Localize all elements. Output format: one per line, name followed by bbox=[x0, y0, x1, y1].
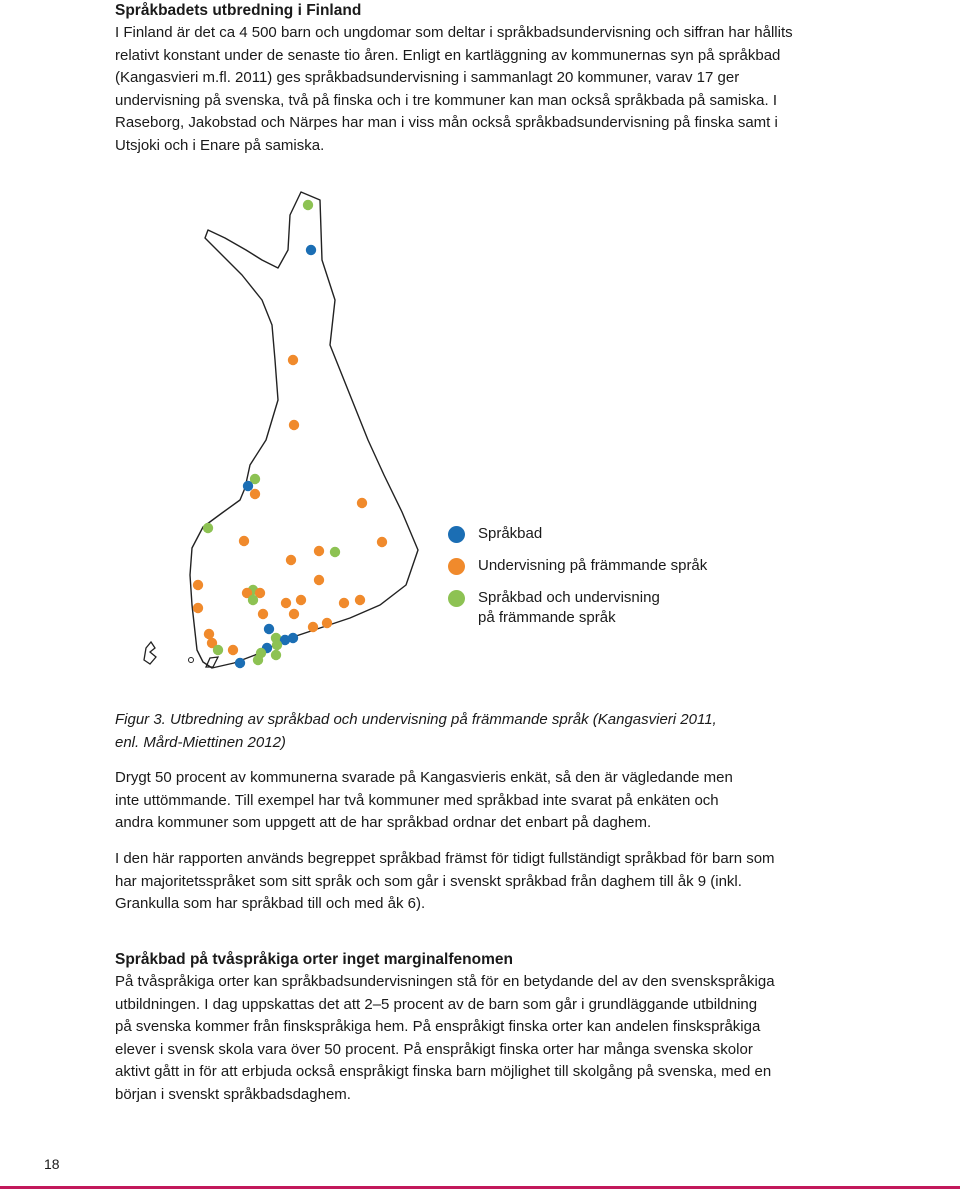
map-marker-undervisning bbox=[308, 622, 318, 632]
map-marker-undervisning bbox=[296, 595, 306, 605]
map-legend bbox=[448, 524, 707, 640]
map-marker-undervisning bbox=[286, 555, 296, 565]
map-marker-undervisning bbox=[322, 618, 332, 628]
map-marker-sprakbad bbox=[264, 624, 274, 634]
map-marker-undervisning bbox=[204, 629, 214, 639]
figure-caption-block bbox=[115, 709, 735, 754]
map-marker-both bbox=[213, 645, 223, 655]
figure-caption: Figur 3. Utbredning av språkbad och undervisning på främmande språk (Kangasvieri 2011, enl. Mård-Miettinen 2012) bbox=[115, 711, 717, 751]
map-marker-undervisning bbox=[193, 603, 203, 613]
legend-label: Språkbad och undervisning på främmande språk bbox=[478, 589, 660, 626]
section-intro bbox=[115, 0, 795, 157]
legend-item-sprakbad bbox=[448, 524, 707, 544]
map-marker-both bbox=[271, 650, 281, 660]
map-marker-sprakbad bbox=[235, 658, 245, 668]
map-marker-undervisning bbox=[357, 498, 367, 508]
section-heading: Språkbad på tvåspråkiga orter inget marginalfenomen bbox=[115, 951, 513, 968]
map-marker-undervisning bbox=[289, 420, 299, 430]
map-marker-both bbox=[248, 595, 258, 605]
island-mark bbox=[189, 658, 194, 663]
map-marker-undervisning bbox=[339, 598, 349, 608]
body-paragraph-1 bbox=[115, 767, 755, 835]
map-marker-both bbox=[330, 547, 340, 557]
map-marker-undervisning bbox=[377, 537, 387, 547]
map-marker-undervisning bbox=[281, 598, 291, 608]
map-marker-both bbox=[203, 523, 213, 533]
paragraph: I den här rapporten används begreppet språkbad främst för tidigt fullständigt språkbad för barn som har majoritetsspråket som sitt språk och som går i svenskt språkbad från daghem till åk 9 (inkl. Grankulla som har språkbad till och med åk 6). bbox=[115, 850, 775, 912]
blue-dot-icon bbox=[448, 526, 465, 543]
section-2 bbox=[115, 949, 775, 1106]
map-marker-undervisning bbox=[288, 355, 298, 365]
page-number: 18 bbox=[44, 1156, 60, 1172]
body-paragraph-2 bbox=[115, 848, 780, 916]
aland-islands bbox=[144, 642, 156, 664]
legend-label: Språkbad bbox=[478, 525, 543, 542]
legend-item-both bbox=[448, 588, 678, 628]
map-marker-undervisning bbox=[314, 575, 324, 585]
section-2-paragraph: På tvåspråkiga orter kan språkbadsundervisningen stå för en betydande del av den svenskspråkiga utbildningen. I dag uppskattas det att 2–5 procent av de barn som går i grundläggande utbildning på svenska kommer från finskspråkiga hem. På enspråkigt finska orter kan andelen finskspråkiga elever i svensk skola vara över 50 procent. På enspråkigt finska orter har många svenska skolor aktivt gått in för att erbjuda också enspråkigt finska barn möjlighet till skolgång på svenska, med en början i svenskt språkbadsdaghem. bbox=[115, 973, 775, 1103]
map-marker-both bbox=[253, 655, 263, 665]
map-marker-undervisning bbox=[228, 645, 238, 655]
map-marker-undervisning bbox=[250, 489, 260, 499]
map-marker-undervisning bbox=[239, 536, 249, 546]
map-marker-undervisning bbox=[258, 609, 268, 619]
map-marker-sprakbad bbox=[243, 481, 253, 491]
finland-map bbox=[135, 185, 435, 685]
map-marker-undervisning bbox=[314, 546, 324, 556]
section-heading: Språkbadets utbredning i Finland bbox=[115, 2, 362, 19]
intro-paragraph: I Finland är det ca 4 500 barn och ungdomar som deltar i språkbadsundervisning och siffran har hållits relativt konstant under de senaste tio åren. Enligt en kartläggning av kommunernas syn på språkbad (Kangasvieri m.fl. 2011) ges språkbadsundervisning i sammanlagt 20 kommuner, varav 17 ger undervisning på svenska, två på finska och i tre kommuner kan man också språkbada på samiska. I Raseborg, Jakobstad och Närpes har man i viss mån också språkbadsundervisning på finska samt i Utsjoki och i Enare på samiska. bbox=[115, 24, 793, 154]
map-marker-undervisning bbox=[193, 580, 203, 590]
map-marker-undervisning bbox=[289, 609, 299, 619]
legend-label: Undervisning på främmande språk bbox=[478, 557, 708, 574]
map-markers bbox=[193, 200, 387, 668]
green-dot-icon bbox=[448, 590, 465, 607]
map-marker-both bbox=[272, 640, 282, 650]
map-marker-sprakbad bbox=[288, 633, 298, 643]
map-marker-sprakbad bbox=[306, 245, 316, 255]
map-marker-undervisning bbox=[355, 595, 365, 605]
orange-dot-icon bbox=[448, 558, 465, 575]
map-marker-both bbox=[303, 200, 313, 210]
legend-item-undervisning bbox=[448, 556, 707, 576]
paragraph: Drygt 50 procent av kommunerna svarade på Kangasvieris enkät, så den är vägledande men inte uttömmande. Till exempel har två kommuner med språkbad inte svarat på enkäten och andra kommuner som uppgett att de har språkbad ordnar det enbart på daghem. bbox=[115, 769, 733, 831]
